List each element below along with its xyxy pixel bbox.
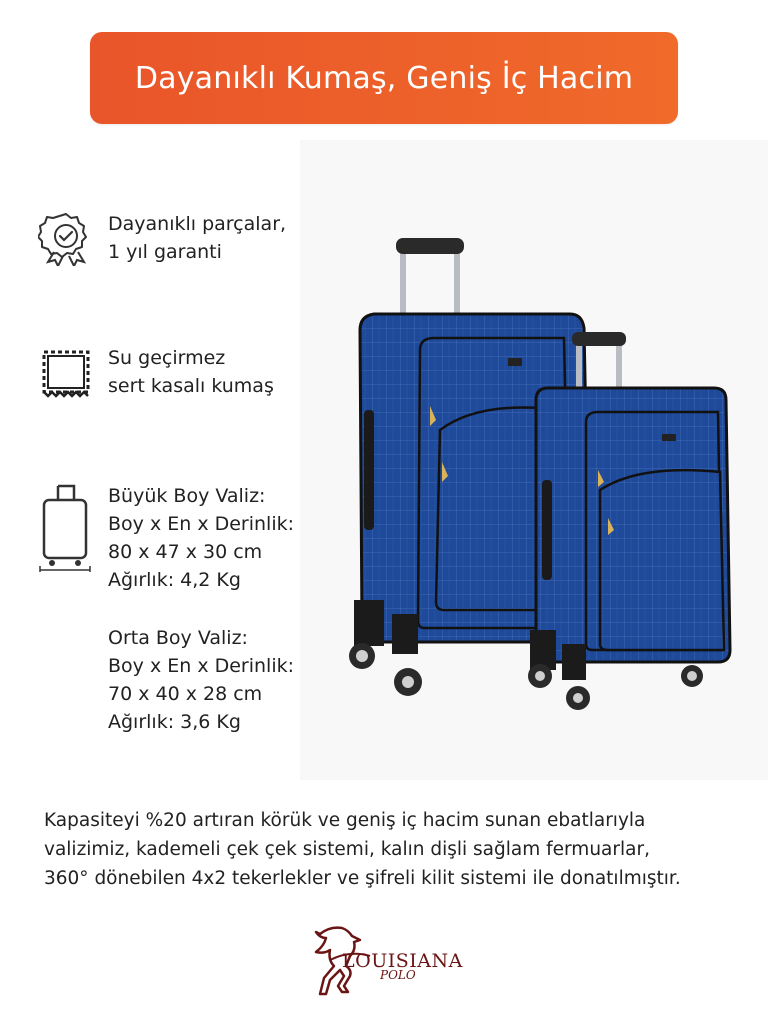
feature-warranty-text bbox=[108, 210, 286, 266]
feature-line: Ağırlık: 4,2 Kg bbox=[108, 569, 241, 591]
suitcase-icon bbox=[38, 482, 94, 572]
feature-line: Boy x En x Derinlik: bbox=[108, 513, 295, 535]
warranty-badge-icon bbox=[38, 210, 94, 266]
spec-line: Orta Boy Valiz: bbox=[108, 627, 248, 649]
feature-warranty bbox=[38, 210, 286, 266]
headline-title: Dayanıklı Kumaş, Geniş İç Hacim bbox=[134, 60, 634, 96]
headline-banner bbox=[90, 32, 678, 124]
medium-size-spec bbox=[108, 624, 294, 736]
spec-line: 70 x 40 x 28 cm bbox=[108, 683, 263, 705]
description-line: valizimiz, kademeli çek çek sistemi, kalın dişli sağlam fermuarlar, bbox=[44, 839, 650, 860]
feature-line: Dayanıklı parçalar, bbox=[108, 213, 287, 235]
feature-line: Su geçirmez bbox=[108, 347, 226, 369]
brand-sub: POLO bbox=[380, 968, 416, 982]
product-description bbox=[44, 806, 734, 893]
spec-line: Boy x En x Derinlik: bbox=[108, 655, 295, 677]
brand-name: LOUISIANA bbox=[342, 950, 463, 972]
feature-line: Büyük Boy Valiz: bbox=[108, 485, 266, 507]
description-line: Kapasiteyi %20 artıran körük ve geniş iç hacim sunan ebatlarıyla bbox=[44, 810, 646, 831]
feature-waterproof bbox=[38, 344, 274, 400]
spec-line: Ağırlık: 3,6 Kg bbox=[108, 711, 241, 733]
feature-waterproof-text bbox=[108, 344, 274, 400]
waterproof-fabric-icon bbox=[38, 344, 94, 400]
feature-line: 80 x 47 x 30 cm bbox=[108, 541, 263, 563]
feature-dimensions bbox=[38, 482, 294, 594]
brand-logo-text bbox=[342, 950, 463, 982]
suitcase-set-image bbox=[330, 230, 750, 730]
description-line: 360° dönebilen 4x2 tekerlekler ve şifreli kilit sistemi ile donatılmıştır. bbox=[44, 868, 681, 889]
feature-dimensions-text bbox=[108, 482, 294, 594]
feature-line: sert kasalı kumaş bbox=[108, 375, 274, 397]
feature-line: 1 yıl garanti bbox=[108, 241, 222, 263]
